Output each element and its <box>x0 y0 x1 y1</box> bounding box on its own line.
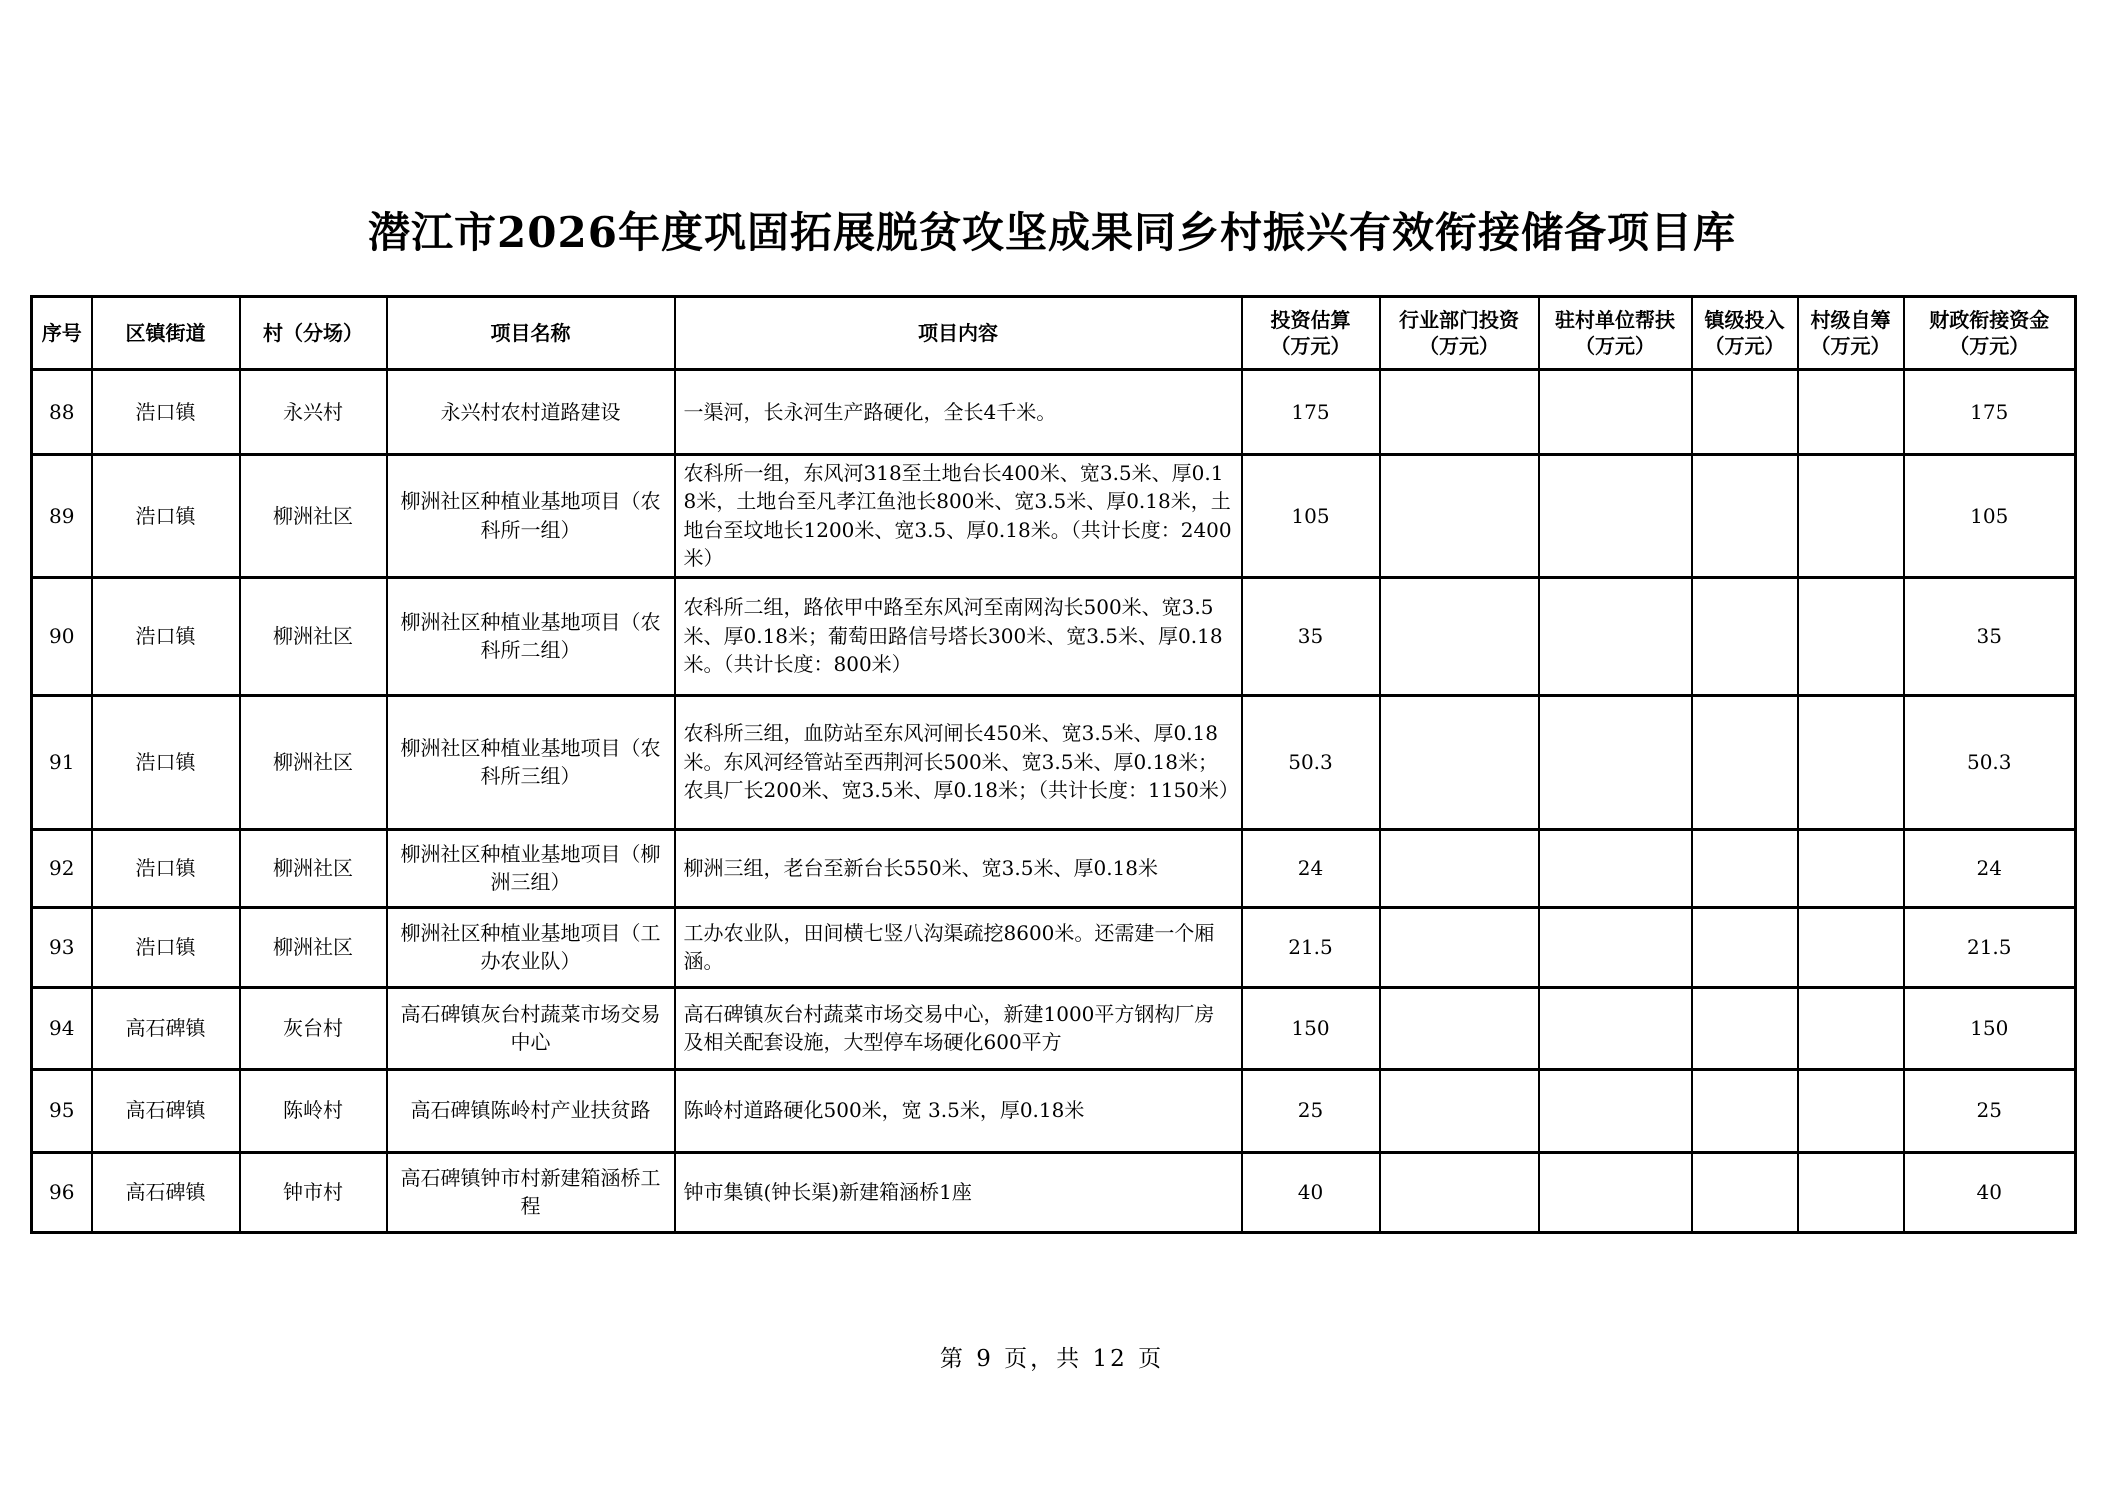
cell-industry <box>1380 1152 1539 1232</box>
cell-station <box>1539 1069 1692 1152</box>
page-footer: 第 9 页，共 12 页 <box>939 1346 1165 1372</box>
cell-invest: 105 <box>1242 455 1380 578</box>
cell-town: 浩口镇 <box>92 370 240 455</box>
table-body <box>32 370 2076 1233</box>
col-header-town: 区镇街道 <box>92 297 240 370</box>
col-header-seq: 序号 <box>32 297 92 370</box>
cell-village_self <box>1798 455 1904 578</box>
cell-station <box>1539 695 1692 829</box>
col-header-town_level: 镇级投入 （万元） <box>1692 297 1798 370</box>
cell-station <box>1539 907 1692 987</box>
cell-village: 柳洲社区 <box>240 455 387 578</box>
cell-town: 浩口镇 <box>92 695 240 829</box>
cell-industry <box>1380 577 1539 695</box>
cell-seq: 90 <box>32 577 92 695</box>
cell-content: 一渠河，长永河生产路硬化，全长4千米。 <box>675 370 1242 455</box>
cell-content: 农科所一组，东风河318至土地台长400米、宽3.5米、厚0.18米，土地台至凡孝江鱼池长800米、宽3.5米、厚0.18米，土地台至坟地长1200米、宽3.5、厚0.18米。（共计长度：2400米） <box>675 455 1242 578</box>
cell-name: 柳洲社区种植业基地项目（农科所二组） <box>387 577 675 695</box>
cell-seq: 88 <box>32 370 92 455</box>
cell-village: 永兴村 <box>240 370 387 455</box>
table-row <box>32 1069 2076 1152</box>
cell-station <box>1539 1152 1692 1232</box>
table-row <box>32 987 2076 1069</box>
cell-village_self <box>1798 695 1904 829</box>
cell-village: 柳洲社区 <box>240 907 387 987</box>
table-row <box>32 577 2076 695</box>
cell-industry <box>1380 1069 1539 1152</box>
cell-fiscal: 21.5 <box>1904 907 2076 987</box>
cell-fiscal: 50.3 <box>1904 695 2076 829</box>
cell-invest: 24 <box>1242 829 1380 907</box>
cell-content: 农科所二组，路依甲中路至东风河至南网沟长500米、宽3.5米、厚0.18米；葡萄田路信号塔长300米、宽3.5米、厚0.18米。（共计长度：800米） <box>675 577 1242 695</box>
col-header-village_self: 村级自筹 （万元） <box>1798 297 1904 370</box>
cell-name: 柳洲社区种植业基地项目（农科所三组） <box>387 695 675 829</box>
cell-village: 灰台村 <box>240 987 387 1069</box>
cell-name: 高石碑镇陈岭村产业扶贫路 <box>387 1069 675 1152</box>
cell-content: 农科所三组，血防站至东风河闸长450米、宽3.5米、厚0.18米。东风河经管站至西荆河长500米、宽3.5米、厚0.18米；农具厂长200米、宽3.5米、厚0.18米；（共计长度：1150米） <box>675 695 1242 829</box>
cell-invest: 50.3 <box>1242 695 1380 829</box>
table-row <box>32 370 2076 455</box>
cell-town_level <box>1692 907 1798 987</box>
cell-fiscal: 24 <box>1904 829 2076 907</box>
cell-invest: 25 <box>1242 1069 1380 1152</box>
projects-table <box>30 295 2077 1234</box>
table-row <box>32 695 2076 829</box>
cell-town_level <box>1692 370 1798 455</box>
cell-seq: 96 <box>32 1152 92 1232</box>
cell-fiscal: 175 <box>1904 370 2076 455</box>
table-header <box>32 297 2076 370</box>
cell-village_self <box>1798 987 1904 1069</box>
cell-station <box>1539 455 1692 578</box>
cell-village: 柳洲社区 <box>240 577 387 695</box>
cell-seq: 95 <box>32 1069 92 1152</box>
cell-seq: 94 <box>32 987 92 1069</box>
cell-fiscal: 105 <box>1904 455 2076 578</box>
cell-fiscal: 150 <box>1904 987 2076 1069</box>
col-header-fiscal: 财政衔接资金 （万元） <box>1904 297 2076 370</box>
col-header-station: 驻村单位帮扶 （万元） <box>1539 297 1692 370</box>
cell-content: 高石碑镇灰台村蔬菜市场交易中心，新建1000平方钢构厂房及相关配套设施，大型停车场硬化600平方 <box>675 987 1242 1069</box>
cell-village_self <box>1798 1152 1904 1232</box>
col-header-village: 村（分场） <box>240 297 387 370</box>
cell-name: 柳洲社区种植业基地项目（农科所一组） <box>387 455 675 578</box>
cell-content: 柳洲三组，老台至新台长550米、宽3.5米、厚0.18米 <box>675 829 1242 907</box>
cell-town: 高石碑镇 <box>92 987 240 1069</box>
cell-town_level <box>1692 455 1798 578</box>
cell-name: 柳洲社区种植业基地项目（工办农业队） <box>387 907 675 987</box>
col-header-invest: 投资估算 （万元） <box>1242 297 1380 370</box>
cell-invest: 35 <box>1242 577 1380 695</box>
cell-industry <box>1380 370 1539 455</box>
cell-town_level <box>1692 987 1798 1069</box>
cell-town: 浩口镇 <box>92 907 240 987</box>
cell-invest: 150 <box>1242 987 1380 1069</box>
table-row <box>32 455 2076 578</box>
cell-content: 工办农业队，田间横七竖八沟渠疏挖8600米。还需建一个厢涵。 <box>675 907 1242 987</box>
cell-town_level <box>1692 1069 1798 1152</box>
cell-town: 高石碑镇 <box>92 1152 240 1232</box>
cell-town_level <box>1692 577 1798 695</box>
cell-industry <box>1380 987 1539 1069</box>
cell-town_level <box>1692 695 1798 829</box>
cell-village_self <box>1798 907 1904 987</box>
cell-name: 柳洲社区种植业基地项目（柳洲三组） <box>387 829 675 907</box>
cell-station <box>1539 829 1692 907</box>
cell-seq: 92 <box>32 829 92 907</box>
cell-name: 高石碑镇灰台村蔬菜市场交易中心 <box>387 987 675 1069</box>
table-row <box>32 829 2076 907</box>
col-header-name: 项目名称 <box>387 297 675 370</box>
cell-fiscal: 25 <box>1904 1069 2076 1152</box>
col-header-industry: 行业部门投资 （万元） <box>1380 297 1539 370</box>
cell-village_self <box>1798 1069 1904 1152</box>
cell-industry <box>1380 455 1539 578</box>
cell-station <box>1539 987 1692 1069</box>
col-header-content: 项目内容 <box>675 297 1242 370</box>
cell-town: 浩口镇 <box>92 455 240 578</box>
cell-content: 陈岭村道路硬化500米，宽 3.5米，厚0.18米 <box>675 1069 1242 1152</box>
cell-town: 浩口镇 <box>92 829 240 907</box>
table-row <box>32 1152 2076 1232</box>
cell-town_level <box>1692 829 1798 907</box>
cell-industry <box>1380 829 1539 907</box>
cell-fiscal: 35 <box>1904 577 2076 695</box>
cell-village: 钟市村 <box>240 1152 387 1232</box>
cell-industry <box>1380 695 1539 829</box>
cell-town: 高石碑镇 <box>92 1069 240 1152</box>
cell-invest: 175 <box>1242 370 1380 455</box>
header-row <box>32 297 2076 370</box>
cell-village_self <box>1798 829 1904 907</box>
cell-invest: 21.5 <box>1242 907 1380 987</box>
cell-seq: 93 <box>32 907 92 987</box>
cell-fiscal: 40 <box>1904 1152 2076 1232</box>
cell-name: 高石碑镇钟市村新建箱涵桥工程 <box>387 1152 675 1232</box>
page-title: 潜江市2026年度巩固拓展脱贫攻坚成果同乡村振兴有效衔接储备项目库 <box>368 208 1736 257</box>
cell-station <box>1539 577 1692 695</box>
cell-town: 浩口镇 <box>92 577 240 695</box>
cell-name: 永兴村农村道路建设 <box>387 370 675 455</box>
cell-industry <box>1380 907 1539 987</box>
cell-village: 柳洲社区 <box>240 829 387 907</box>
cell-village: 柳洲社区 <box>240 695 387 829</box>
cell-town_level <box>1692 1152 1798 1232</box>
cell-seq: 91 <box>32 695 92 829</box>
table-row <box>32 907 2076 987</box>
cell-village: 陈岭村 <box>240 1069 387 1152</box>
cell-village_self <box>1798 577 1904 695</box>
cell-seq: 89 <box>32 455 92 578</box>
cell-station <box>1539 370 1692 455</box>
cell-village_self <box>1798 370 1904 455</box>
cell-content: 钟市集镇(钟长渠)新建箱涵桥1座 <box>675 1152 1242 1232</box>
cell-invest: 40 <box>1242 1152 1380 1232</box>
